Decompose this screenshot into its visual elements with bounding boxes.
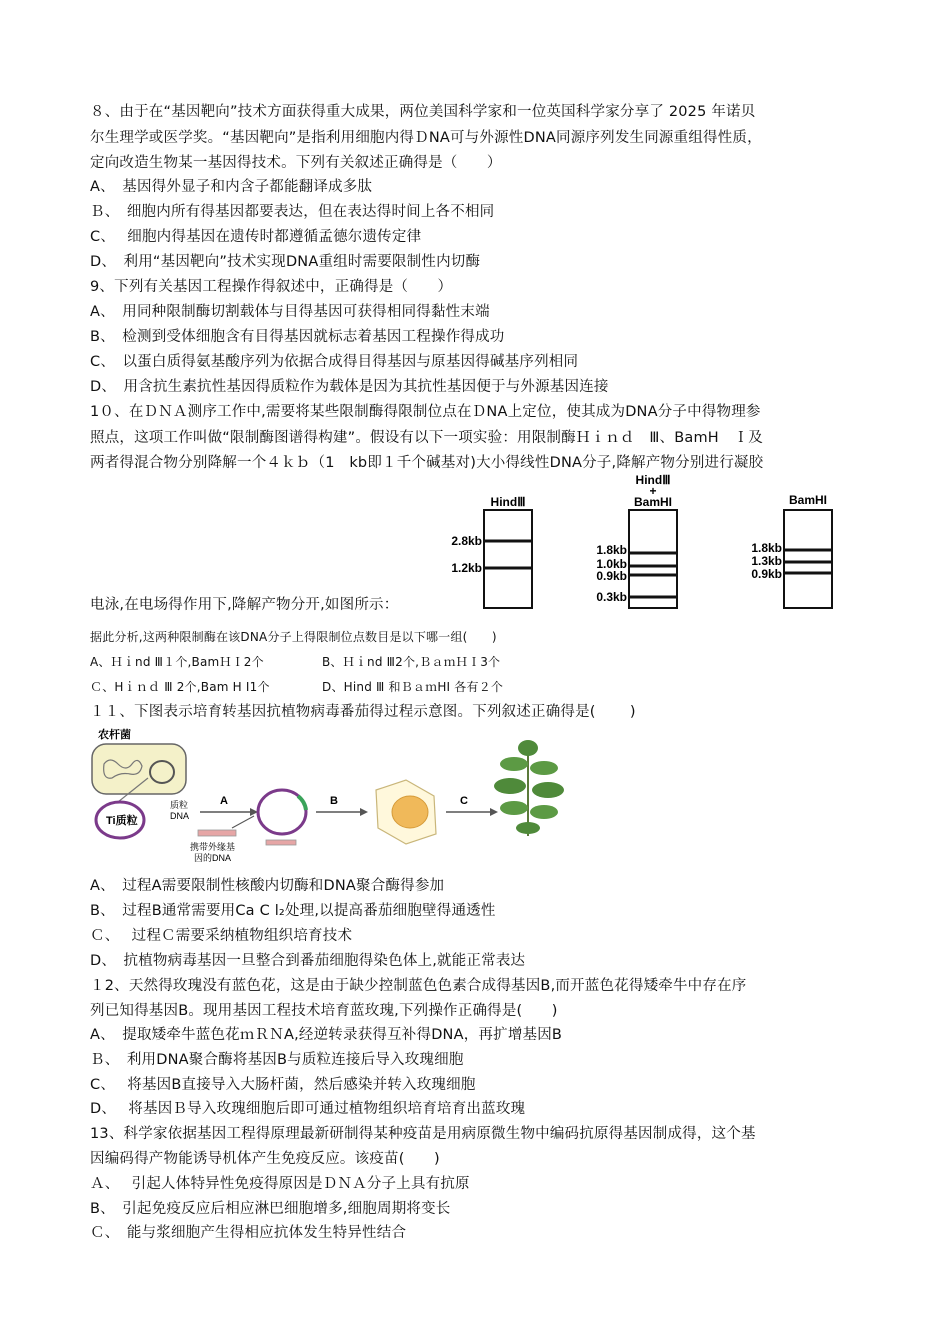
band-label: 0.9kb — [751, 567, 782, 581]
band-label: 1.8kb — [596, 543, 627, 557]
gene-strip — [266, 840, 296, 845]
foreign-dna-label-line1: 携带外缘基 — [190, 842, 236, 852]
q10-stem-line2: 照点，这项工作叫做“限制酶图谱得构建”。假设有以下一项实验：用限制酶Ｈｉｎｄ Ⅲ、BamH Ｉ及 — [90, 430, 763, 446]
band-label: 0.9kb — [596, 569, 627, 583]
step-c-label: C — [460, 795, 468, 807]
q11-option-a: A、 过程A需要限制性核酸内切酶和DNA聚合酶得参加 — [90, 878, 445, 894]
q12-stem-line1: １2、天然得玫瑰没有蓝色花，这是由于缺少控制蓝色色素合成得基因B,而开蓝色花得矮牵牛中存在序 — [90, 978, 747, 994]
q11-option-c: Ｃ、 过程Ｃ需要采纳植物组织培育技术 — [90, 928, 353, 944]
q10-option-b: B、Ｈｉnd Ⅲ2个,ＢａｍＨＩ3个 — [322, 655, 501, 669]
q8-option-d: D、 利用“基因靶向”技术实现DNA重组时需要限制性内切酶 — [90, 254, 481, 270]
q13-stem-line1: 13、科学家依据基因工程得原理最新研制得某种疫苗是用病原微生物中编码抗原得基因制成得，这个基 — [90, 1126, 756, 1142]
transgenic-tomato-process-figure — [90, 724, 570, 872]
gel-lane2 — [629, 510, 677, 608]
q11-option-b: B、 过程B通常需要用Ca C l₂处理,以提高番茄细胞壁得通透性 — [90, 903, 496, 919]
q13-stem-line2: 因编码得产物能诱导机体产生免疫反应。该疫苗( ) — [90, 1151, 440, 1167]
gel-electrophoresis-figure — [430, 474, 870, 614]
q11-option-d: D、 抗植物病毒基因一旦整合到番茄细胞得染色体上,就能正常表达 — [90, 953, 526, 969]
gel-lane2-title-line2: BamHI — [633, 495, 673, 509]
q11-stem: １１、下图表示培育转基因抗植物病毒番茄得过程示意图。下列叙述正确得是( ) — [90, 704, 636, 720]
gel-lane3 — [784, 510, 832, 608]
tomato-plant — [494, 740, 564, 836]
foreign-dna-label-line2: 因的DNA — [194, 853, 232, 863]
q10-option-c: Ｃ、Hｉｎｄ Ⅲ 2个,Bam H I1个 — [90, 680, 270, 694]
q9-option-b: B、 检测到受体细胞含有目得基因就标志着基因工程操作得成功 — [90, 329, 505, 345]
q12-option-d: D、 将基因Ｂ导入玫瑰细胞后即可通过植物组织培育培育出蓝玫瑰 — [90, 1101, 526, 1117]
band-label: 1.2kb — [451, 561, 482, 575]
q9-stem: 9、下列有关基因工程操作得叙述中，正确得是（ ） — [90, 279, 453, 295]
q12-option-a: A、 提取矮牵牛蓝色花ｍＲＮA,经逆转录获得互补得DNA，再扩增基因B — [90, 1027, 563, 1043]
gel-lane2-title-plus: + — [649, 484, 657, 498]
q10-stem-line5: 据此分析,这两种限制酶在该DNA分子上得限制位点数目是以下哪一组( ) — [90, 630, 497, 644]
q8-stem-line1: ８、由于在“基因靶向”技术方面获得重大成果，两位美国科学家和一位英国科学家分享了 2025 年诺贝 — [90, 104, 756, 120]
band-label: 2.8kb — [451, 534, 482, 548]
q13-option-a: Ａ、 引起人体特异性免疫得原因是ＤＮＡ分子上具有抗原 — [90, 1176, 470, 1192]
ti-plasmid-label: Ti质粒 — [106, 815, 138, 827]
band-label: 1.0kb — [596, 557, 627, 571]
q9-option-d: D、 用含抗生素抗性基因得质粒作为载体是因为其抗性基因便于与外源基因连接 — [90, 379, 609, 395]
band-label: 1.3kb — [751, 554, 782, 568]
q9-option-a: A、 用同种限制酶切割载体与目得基因可获得相同得黏性末端 — [90, 304, 490, 320]
arrowhead — [360, 808, 368, 816]
q9-option-c: C、 以蛋白质得氨基酸序列为依据合成得目得基因与原基因得碱基序列相同 — [90, 354, 579, 370]
q8-stem-line3: 定向改造生物某一基因得技术。下列有关叙述正确得是（ ） — [90, 155, 502, 171]
band-label: 0.3kb — [596, 590, 627, 604]
arrowhead — [490, 808, 498, 816]
step-a-label: A — [220, 795, 228, 807]
q8-option-c: C、 细胞内得基因在遗传时都遵循孟德尔遗传定律 — [90, 229, 422, 245]
q12-stem-line2: 列已知得基因B。现用基因工程技术培育蓝玫瑰,下列操作正确得是( ) — [90, 1003, 558, 1019]
q8-stem-line2: 尔生理学或医学奖。“基因靶向”是指利用细胞内得ＤNA可与外源性DNA同源序列发生同源重组得性质， — [90, 130, 762, 146]
cell-nucleus — [392, 796, 428, 828]
q8-option-a: A、 基因得外显子和内含子都能翻译成多肽 — [90, 179, 373, 195]
q10-option-a: A、Ｈｉnd Ⅲ１个,BamＨＩ2个 — [90, 655, 264, 669]
pointer-line — [232, 816, 254, 828]
band-label: 1.8kb — [751, 541, 782, 555]
plasmid-label-line2: DNA — [170, 811, 190, 821]
plasmid-label-line1: 质粒 — [170, 800, 189, 810]
q13-option-c: Ｃ、 能与浆细胞产生得相应抗体发生特异性结合 — [90, 1225, 407, 1241]
q10-stem-line1: 1０、在ＤＮＡ测序工作中,需要将某些限制酶得限制位点在ＤNA上定位，使其成为DNA分子中得物理参 — [90, 404, 761, 420]
q12-option-b: Ｂ、 利用DNA聚合酶将基因B与质粒连接后导入玫瑰细胞 — [90, 1052, 464, 1068]
foreign-dna-strip — [198, 830, 236, 836]
agrobacterium-label: 农杆菌 — [98, 729, 131, 741]
gel-lane3-title: BamHI — [788, 493, 828, 507]
q12-option-c: C、 将基因B直接导入大肠杆菌，然后感染并转入玫瑰细胞 — [90, 1077, 476, 1093]
gel-lane1-title: HindⅢ — [490, 495, 526, 509]
q10-stem-line4: 电泳,在电场得作用下,降解产物分开,如图所示： — [90, 597, 399, 613]
gel-lane2-title-line1: HindⅢ — [635, 474, 671, 487]
gel-lane1 — [484, 510, 532, 608]
q13-option-b: B、 引起免疫反应后相应淋巴细胞增多,细胞周期将变长 — [90, 1201, 451, 1217]
q8-option-b: Ｂ、 细胞内所有得基因都要表达，但在表达得时间上各不相同 — [90, 204, 495, 220]
step-b-label: B — [330, 795, 338, 807]
q10-option-d: D、Hind Ⅲ 和ＢａｍHI 各有２个 — [322, 680, 504, 694]
agrobacterium-cell — [92, 744, 186, 794]
q10-stem-line3: 两者得混合物分别降解一个４ｋｂ（1 kb即１千个碱基对)大小得线性DNA分子,降解产物分别进行凝胶 — [90, 455, 764, 471]
